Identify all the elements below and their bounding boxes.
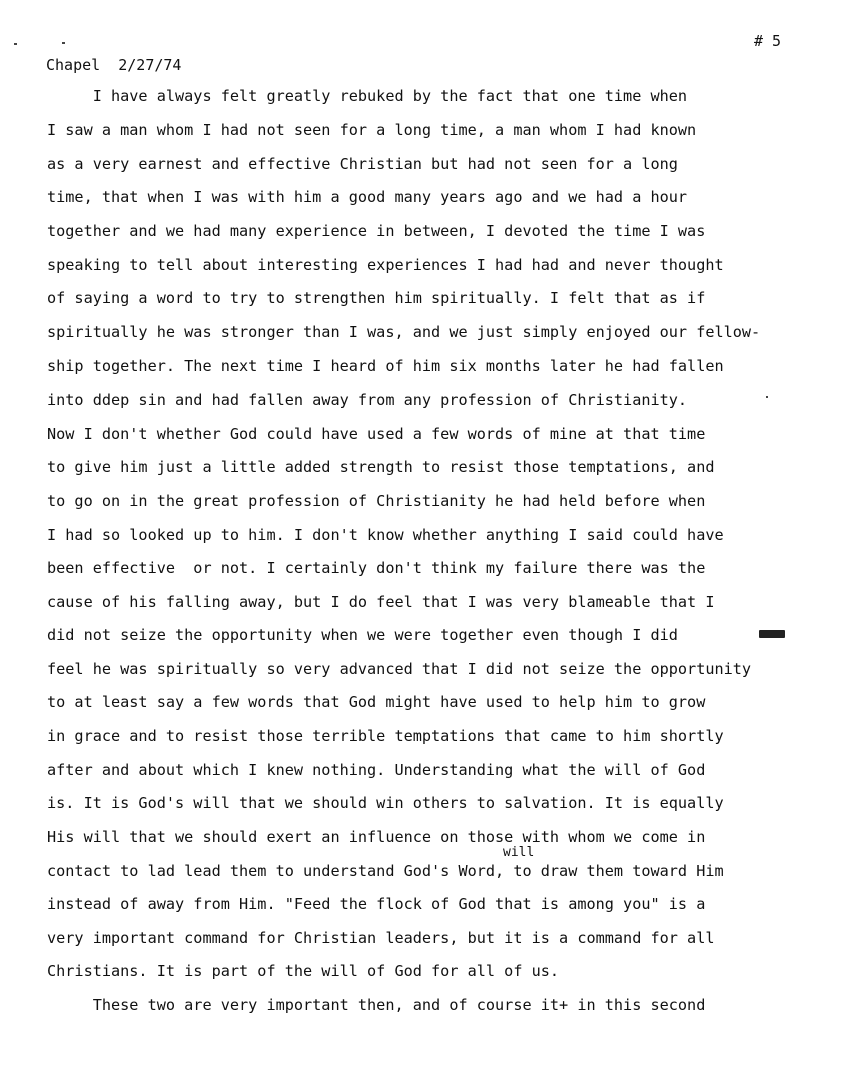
scan-speck — [14, 43, 17, 45]
scan-speck — [62, 42, 65, 44]
text-line: His will that we should exert an influence on those with whom we come in — [47, 828, 706, 846]
text-line: contact to lad lead them to understand God's Word, to draw them toward Him — [47, 862, 724, 880]
text-line: after and about which I knew nothing. Understanding what the will of God — [47, 761, 706, 779]
text-line: instead of away from Him. "Feed the flock of God that is among you" is a — [47, 895, 706, 913]
interlinear-insertion: will — [503, 845, 535, 860]
text-line: feel he was spiritually so very advanced that I did not seize the opportunity — [47, 660, 752, 678]
text-line: I had so looked up to him. I don't know whether anything I said could have — [47, 526, 724, 544]
text-line: been effective or not. I certainly don't think my failure there was the — [47, 559, 706, 577]
text-line: to go on in the great profession of Christianity he had held before when — [47, 492, 706, 510]
scan-speck — [766, 396, 768, 398]
text-line: to give him just a little added strength to resist those temptations, and — [47, 458, 715, 476]
strikeout-mark — [759, 630, 785, 638]
text-line: very important command for Christian leaders, but it is a command for all — [47, 929, 715, 947]
text-line: did not seize the opportunity when we were together even though I did — [47, 626, 678, 644]
text-line: to at least say a few words that God might have used to help him to grow — [47, 693, 706, 711]
text-line: as a very earnest and effective Christian but had not seen for a long — [47, 155, 678, 173]
text-line: These two are very important then, and of course it+ in this second — [47, 996, 706, 1014]
text-line: ship together. The next time I heard of him six months later he had fallen — [47, 357, 724, 375]
document-header — [46, 56, 181, 74]
header-title: Chapel — [46, 56, 101, 74]
text-line: is. It is God's will that we should win others to salvation. It is equally — [47, 794, 724, 812]
text-line: spiritually he was stronger than I was, and we just simply enjoyed our fellow- — [47, 323, 761, 341]
text-line: speaking to tell about interesting experiences I had had and never thought — [47, 256, 724, 274]
text-line: Christians. It is part of the will of God for all of us. — [47, 962, 560, 980]
text-line: Now I don't whether God could have used a few words of mine at that time — [47, 425, 706, 443]
text-line: together and we had many experience in between, I devoted the time I was — [47, 222, 706, 240]
text-line: of saying a word to try to strengthen him spiritually. I felt that as if — [47, 289, 706, 307]
text-line: I have always felt greatly rebuked by the fact that one time when — [47, 87, 688, 105]
text-line: time, that when I was with him a good many years ago and we had a hour — [47, 188, 688, 206]
page-number: # 5 — [754, 32, 782, 50]
header-date: 2/27/74 — [118, 56, 182, 74]
text-line: cause of his falling away, but I do feel that I was very blameable that I — [47, 593, 715, 611]
text-line: in grace and to resist those terrible temptations that came to him shortly — [47, 727, 724, 745]
text-line: I saw a man whom I had not seen for a long time, a man whom I had known — [47, 121, 697, 139]
text-line: into ddep sin and had fallen away from any profession of Christianity. — [47, 391, 688, 409]
